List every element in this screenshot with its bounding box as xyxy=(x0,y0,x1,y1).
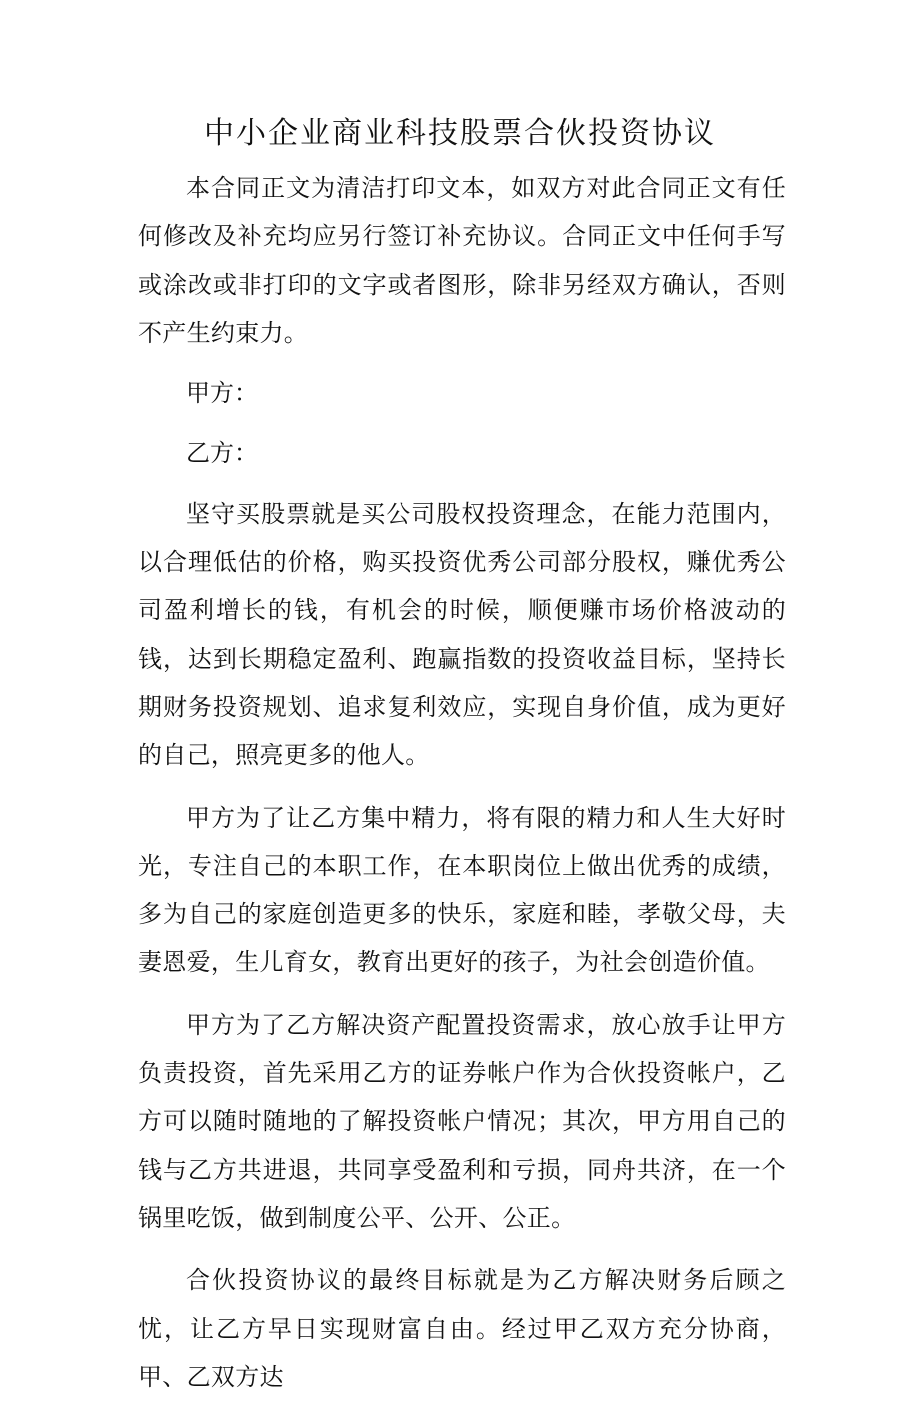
document-body xyxy=(138,164,786,1401)
paragraph-asset-allocation: 甲方为了乙方解决资产配置投资需求，放心放手让甲方负责投资，首先采用乙方的证券帐户作为合伙投资帐户，乙方可以随时随地的了解投资帐户情况；其次，甲方用自己的钱与乙方共进退，共同享受盈利和亏损，同舟共济，在一个锅里吃饭，做到制度公平、公开、公正。 xyxy=(138,1010,786,1232)
clean-text-notice: 本合同正文为清洁打印文本，如双方对此合同正文有任何修改及补充均应另行签订补充协议。合同正文中任何手写或涂改或非打印的文字或者图形，除非另经双方确认，否则不产生约束力。 xyxy=(138,174,786,347)
paragraph-final-goal: 合伙投资协议的最终目标就是为乙方解决财务后顾之忧，让乙方早日实现财富自由。经过甲乙双方充分协商，甲、乙双方达 xyxy=(138,1266,786,1391)
paragraph-investment-philosophy: 坚守买股票就是买公司股权投资理念，在能力范围内，以合理低估的价格，购买投资优秀公司部分股权，赚优秀公司盈利增长的钱，有机会的时候，顺便赚市场价格波动的钱，达到长期稳定盈利、跑赢指数的投资收益目标，坚持长期财务投资规划、追求复利效应，实现自身价值，成为更好的自己，照亮更多的他人。 xyxy=(138,499,786,770)
document-title: 中小企业商业科技股票合伙投资协议 xyxy=(204,116,716,151)
paragraph-focus-on-work: 甲方为了让乙方集中精力，将有限的精力和人生大好时光，专注自己的本职工作，在本职岗位上做出优秀的成绩，多为自己的家庭创造更多的快乐，家庭和睦，孝敬父母，夫妻恩爱，生儿育女，教育出更好的孩子，为社会创造价值。 xyxy=(138,803,786,977)
party-b-label: 乙方： xyxy=(186,439,258,468)
party-a-label: 甲方： xyxy=(186,379,258,408)
